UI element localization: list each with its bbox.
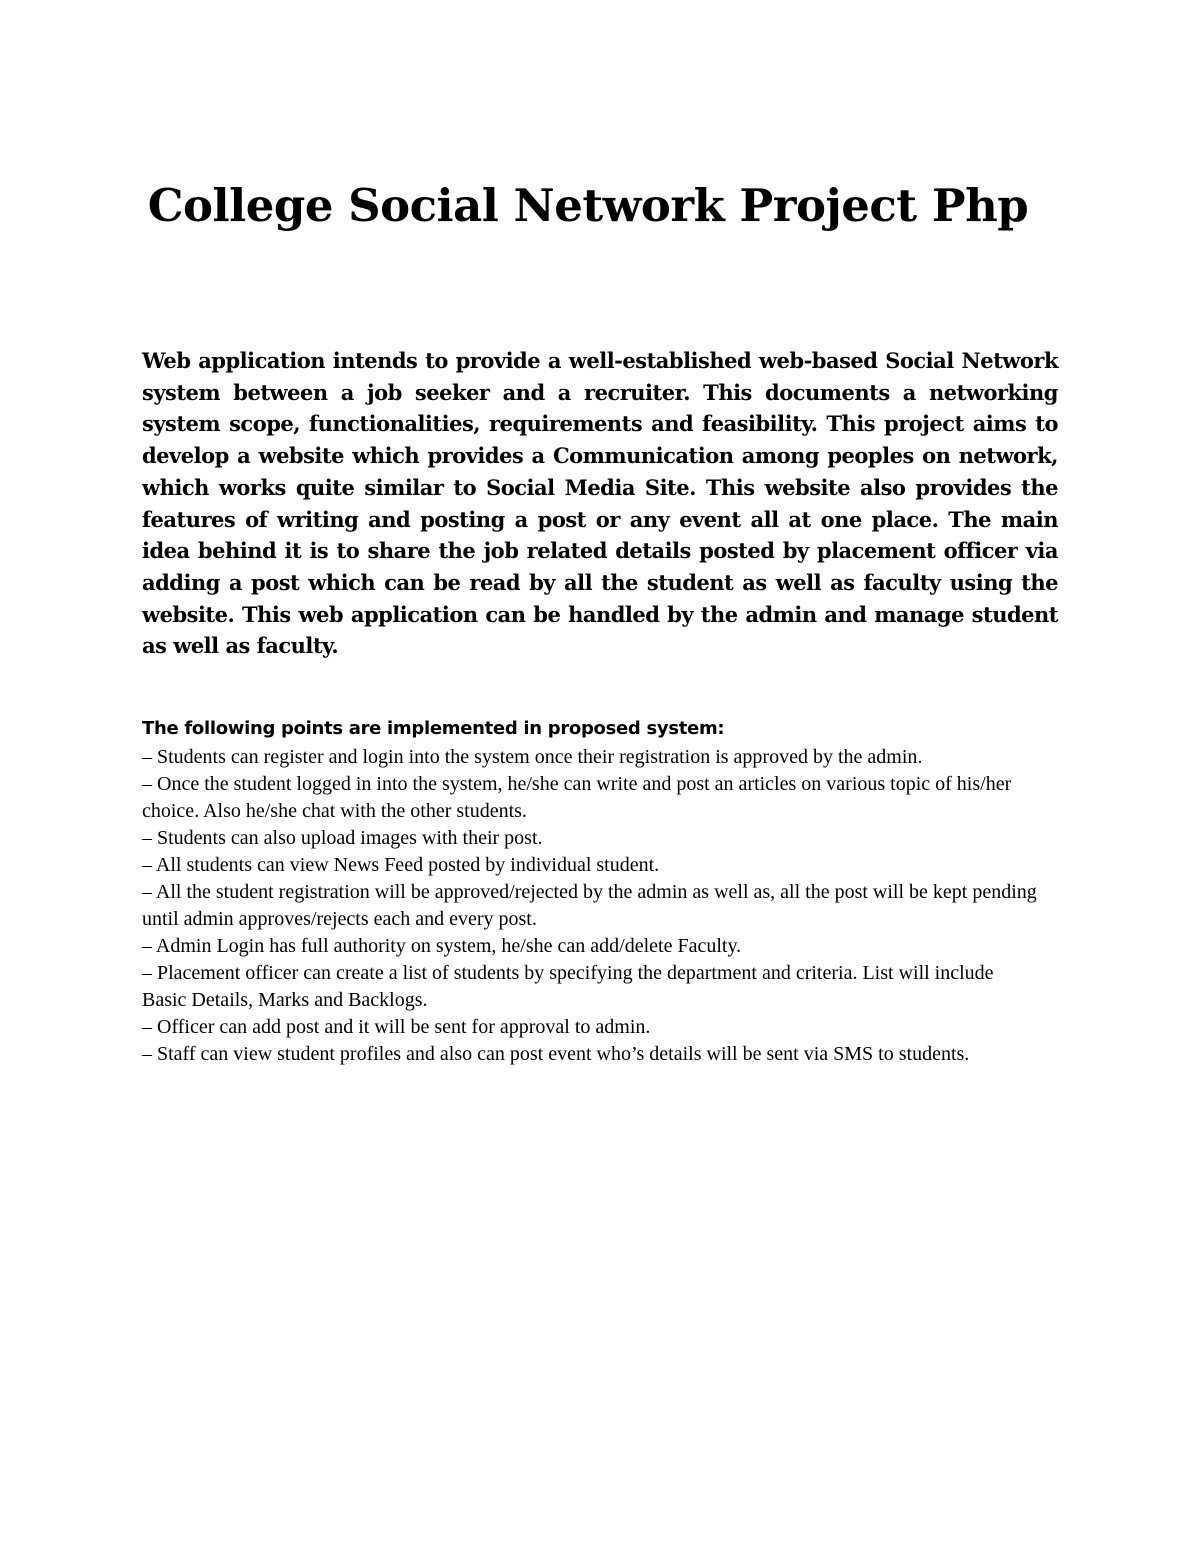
list-item: – Admin Login has full authority on system, he/she can add/delete Faculty. bbox=[142, 935, 742, 957]
points-heading: The following points are implemented in proposed system: bbox=[142, 718, 725, 739]
list-item: – All students can view News Feed posted by individual student. bbox=[142, 854, 660, 876]
intro-paragraph: Web application intends to provide a well-established web-based Social Network system between a job seeker and a recruiter. This documents a networking system scope, functionalities, requirements and feasibility. This project aims to develop a website which provides a Communication among peoples on network, which works quite similar to Social Media Site. This website also provides the features of writing and posting a post or any event all at one place. The main idea behind it is to share the job related details posted by placement officer via adding a post which can be read by all the student as well as faculty using the website. This web application can be handled by the admin and manage student as well as faculty. bbox=[142, 348, 1058, 659]
list-item: – Placement officer can create a list of students by specifying the department and criteria. List will include Basic Details, Marks and Backlogs. bbox=[142, 962, 994, 1011]
points-list bbox=[142, 744, 1042, 1068]
list-item: – Students can also upload images with their post. bbox=[142, 827, 543, 849]
list-item: – Staff can view student profiles and also can post event who’s details will be sent via SMS to students. bbox=[142, 1043, 970, 1065]
list-item: – All the student registration will be approved/rejected by the admin as well as, all the post will be kept pending until admin approves/rejects each and every post. bbox=[142, 881, 1037, 930]
document-title: College Social Network Project Php bbox=[147, 179, 1029, 232]
list-item: – Once the student logged in into the system, he/she can write and post an articles on various topic of his/her choice. Also he/she chat with the other students. bbox=[142, 773, 1012, 822]
list-item: – Students can register and login into the system once their registration is approved by the admin. bbox=[142, 746, 923, 768]
list-item: – Officer can add post and it will be sent for approval to admin. bbox=[142, 1016, 651, 1038]
